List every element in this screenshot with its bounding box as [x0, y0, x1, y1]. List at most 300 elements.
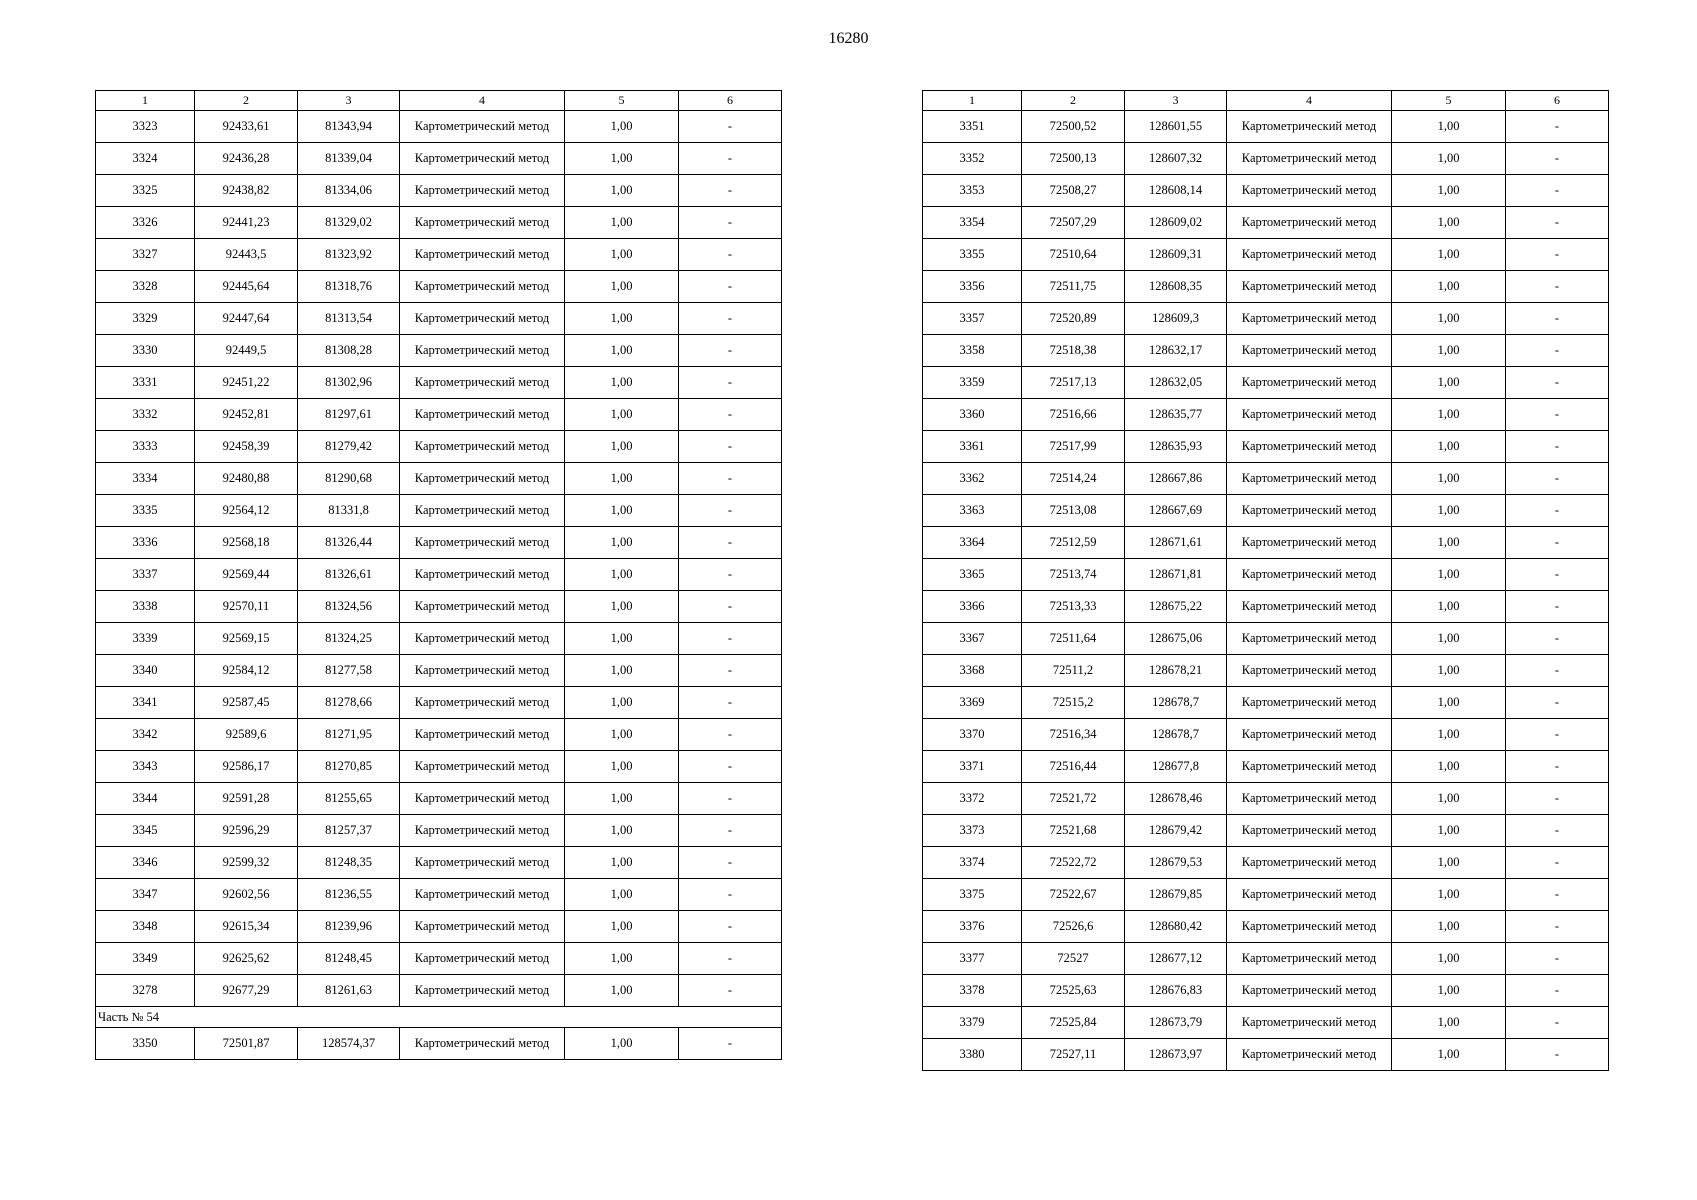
table-row: [923, 335, 1609, 367]
accuracy-cell: 1,00: [565, 559, 679, 591]
method-cell: Картометрический метод: [400, 591, 565, 623]
table-row: [923, 463, 1609, 495]
note-cell: -: [679, 175, 782, 207]
point-number-cell: 3349: [96, 943, 195, 975]
table-row: [923, 367, 1609, 399]
note-cell: -: [1506, 751, 1609, 783]
table-row: [96, 335, 782, 367]
note-cell: -: [679, 1028, 782, 1060]
accuracy-cell: 1,00: [1392, 143, 1506, 175]
point-number-cell: 3335: [96, 495, 195, 527]
table-row: [923, 1007, 1609, 1039]
method-cell: Картометрический метод: [1227, 879, 1392, 911]
note-cell: -: [1506, 303, 1609, 335]
accuracy-cell: 1,00: [1392, 623, 1506, 655]
accuracy-cell: 1,00: [1392, 1007, 1506, 1039]
x-coordinate-cell: 72520,89: [1022, 303, 1125, 335]
point-number-cell: 3354: [923, 207, 1022, 239]
point-number-cell: 3377: [923, 943, 1022, 975]
point-number-cell: 3370: [923, 719, 1022, 751]
x-coordinate-cell: 92587,45: [195, 687, 298, 719]
point-number-cell: 3345: [96, 815, 195, 847]
point-number-cell: 3375: [923, 879, 1022, 911]
table-row: [96, 367, 782, 399]
note-cell: -: [679, 143, 782, 175]
y-coordinate-cell: 81236,55: [298, 879, 400, 911]
y-coordinate-cell: 128678,21: [1125, 655, 1227, 687]
column-header: 4: [1227, 91, 1392, 111]
note-cell: -: [1506, 239, 1609, 271]
y-coordinate-cell: 81318,76: [298, 271, 400, 303]
method-cell: Картометрический метод: [1227, 527, 1392, 559]
point-number-cell: 3350: [96, 1028, 195, 1060]
y-coordinate-cell: 128679,85: [1125, 879, 1227, 911]
table-row: [923, 207, 1609, 239]
accuracy-cell: 1,00: [1392, 495, 1506, 527]
note-cell: -: [679, 303, 782, 335]
y-coordinate-cell: 81270,85: [298, 751, 400, 783]
table-row: [96, 943, 782, 975]
note-cell: -: [1506, 783, 1609, 815]
accuracy-cell: 1,00: [1392, 719, 1506, 751]
x-coordinate-cell: 72517,13: [1022, 367, 1125, 399]
note-cell: -: [679, 495, 782, 527]
point-number-cell: 3378: [923, 975, 1022, 1007]
x-coordinate-cell: 92589,6: [195, 719, 298, 751]
accuracy-cell: 1,00: [565, 239, 679, 271]
x-coordinate-cell: 72513,08: [1022, 495, 1125, 527]
accuracy-cell: 1,00: [565, 655, 679, 687]
y-coordinate-cell: 81324,25: [298, 623, 400, 655]
accuracy-cell: 1,00: [1392, 591, 1506, 623]
y-coordinate-cell: 128671,81: [1125, 559, 1227, 591]
x-coordinate-cell: 92449,5: [195, 335, 298, 367]
point-number-cell: 3331: [96, 367, 195, 399]
y-coordinate-cell: 128673,97: [1125, 1039, 1227, 1071]
x-coordinate-cell: 72513,33: [1022, 591, 1125, 623]
method-cell: Картометрический метод: [400, 143, 565, 175]
method-cell: Картометрический метод: [1227, 943, 1392, 975]
method-cell: Картометрический метод: [400, 367, 565, 399]
note-cell: -: [1506, 623, 1609, 655]
note-cell: -: [679, 335, 782, 367]
note-cell: -: [1506, 463, 1609, 495]
note-cell: -: [1506, 943, 1609, 975]
accuracy-cell: 1,00: [565, 975, 679, 1007]
note-cell: -: [1506, 655, 1609, 687]
table-row: [96, 815, 782, 847]
method-cell: Картометрический метод: [400, 815, 565, 847]
table-row: [96, 655, 782, 687]
method-cell: Картометрический метод: [400, 559, 565, 591]
accuracy-cell: 1,00: [1392, 847, 1506, 879]
accuracy-cell: 1,00: [1392, 559, 1506, 591]
x-coordinate-cell: 92436,28: [195, 143, 298, 175]
point-number-cell: 3366: [923, 591, 1022, 623]
method-cell: Картометрический метод: [1227, 207, 1392, 239]
table-row: [96, 143, 782, 175]
y-coordinate-cell: 81343,94: [298, 111, 400, 143]
method-cell: Картометрический метод: [400, 655, 565, 687]
method-cell: Картометрический метод: [1227, 303, 1392, 335]
point-number-cell: 3351: [923, 111, 1022, 143]
method-cell: Картометрический метод: [400, 879, 565, 911]
method-cell: Картометрический метод: [1227, 239, 1392, 271]
y-coordinate-cell: 81326,61: [298, 559, 400, 591]
method-cell: Картометрический метод: [1227, 111, 1392, 143]
note-cell: -: [1506, 879, 1609, 911]
y-coordinate-cell: 128574,37: [298, 1028, 400, 1060]
y-coordinate-cell: 128678,46: [1125, 783, 1227, 815]
table-row: [96, 303, 782, 335]
y-coordinate-cell: 128609,3: [1125, 303, 1227, 335]
table-row: [923, 495, 1609, 527]
accuracy-cell: 1,00: [565, 367, 679, 399]
coordinates-table-left: [95, 90, 782, 1060]
y-coordinate-cell: 128601,55: [1125, 111, 1227, 143]
column-header: 3: [298, 91, 400, 111]
method-cell: Картометрический метод: [1227, 175, 1392, 207]
accuracy-cell: 1,00: [565, 879, 679, 911]
x-coordinate-cell: 92443,5: [195, 239, 298, 271]
x-coordinate-cell: 92458,39: [195, 431, 298, 463]
note-cell: -: [1506, 687, 1609, 719]
y-coordinate-cell: 81302,96: [298, 367, 400, 399]
point-number-cell: 3373: [923, 815, 1022, 847]
point-number-cell: 3360: [923, 399, 1022, 431]
accuracy-cell: 1,00: [565, 1028, 679, 1060]
x-coordinate-cell: 92433,61: [195, 111, 298, 143]
point-number-cell: 3330: [96, 335, 195, 367]
note-cell: -: [679, 911, 782, 943]
method-cell: Картометрический метод: [400, 207, 565, 239]
y-coordinate-cell: 81277,58: [298, 655, 400, 687]
method-cell: Картометрический метод: [400, 175, 565, 207]
method-cell: Картометрический метод: [400, 399, 565, 431]
table-row: [923, 943, 1609, 975]
column-header: 1: [923, 91, 1022, 111]
column-header: 5: [565, 91, 679, 111]
x-coordinate-cell: 92441,23: [195, 207, 298, 239]
table-row: [923, 591, 1609, 623]
y-coordinate-cell: 128607,32: [1125, 143, 1227, 175]
note-cell: -: [1506, 143, 1609, 175]
y-coordinate-cell: 128609,02: [1125, 207, 1227, 239]
y-coordinate-cell: 128673,79: [1125, 1007, 1227, 1039]
point-number-cell: 3358: [923, 335, 1022, 367]
accuracy-cell: 1,00: [1392, 111, 1506, 143]
x-coordinate-cell: 72511,64: [1022, 623, 1125, 655]
note-cell: -: [679, 239, 782, 271]
table-row: [96, 751, 782, 783]
y-coordinate-cell: 128675,22: [1125, 591, 1227, 623]
point-number-cell: 3363: [923, 495, 1022, 527]
x-coordinate-cell: 92625,62: [195, 943, 298, 975]
point-number-cell: 3332: [96, 399, 195, 431]
note-cell: -: [1506, 527, 1609, 559]
note-cell: -: [1506, 1039, 1609, 1071]
point-number-cell: 3342: [96, 719, 195, 751]
table-row: [923, 751, 1609, 783]
note-cell: -: [1506, 1007, 1609, 1039]
y-coordinate-cell: 128667,86: [1125, 463, 1227, 495]
y-coordinate-cell: 128678,7: [1125, 719, 1227, 751]
x-coordinate-cell: 72526,6: [1022, 911, 1125, 943]
accuracy-cell: 1,00: [1392, 527, 1506, 559]
x-coordinate-cell: 92602,56: [195, 879, 298, 911]
point-number-cell: 3362: [923, 463, 1022, 495]
table-row: [923, 303, 1609, 335]
point-number-cell: 3325: [96, 175, 195, 207]
x-coordinate-cell: 72511,2: [1022, 655, 1125, 687]
method-cell: Картометрический метод: [1227, 719, 1392, 751]
point-number-cell: 3328: [96, 271, 195, 303]
x-coordinate-cell: 92452,81: [195, 399, 298, 431]
accuracy-cell: 1,00: [565, 687, 679, 719]
method-cell: Картометрический метод: [400, 783, 565, 815]
y-coordinate-cell: 81324,56: [298, 591, 400, 623]
table-row: [923, 911, 1609, 943]
point-number-cell: 3374: [923, 847, 1022, 879]
note-cell: -: [679, 399, 782, 431]
accuracy-cell: 1,00: [1392, 975, 1506, 1007]
x-coordinate-cell: 92445,64: [195, 271, 298, 303]
x-coordinate-cell: 92564,12: [195, 495, 298, 527]
y-coordinate-cell: 128680,42: [1125, 911, 1227, 943]
method-cell: Картометрический метод: [1227, 367, 1392, 399]
table-row: [96, 431, 782, 463]
note-cell: -: [679, 623, 782, 655]
table-row: [96, 495, 782, 527]
column-header: 5: [1392, 91, 1506, 111]
note-cell: -: [1506, 431, 1609, 463]
point-number-cell: 3352: [923, 143, 1022, 175]
x-coordinate-cell: 72521,68: [1022, 815, 1125, 847]
note-cell: -: [679, 975, 782, 1007]
note-cell: -: [1506, 495, 1609, 527]
y-coordinate-cell: 128679,42: [1125, 815, 1227, 847]
note-cell: -: [1506, 719, 1609, 751]
x-coordinate-cell: 72507,29: [1022, 207, 1125, 239]
method-cell: Картометрический метод: [400, 847, 565, 879]
point-number-cell: 3368: [923, 655, 1022, 687]
point-number-cell: 3333: [96, 431, 195, 463]
accuracy-cell: 1,00: [565, 591, 679, 623]
table-row: [96, 1028, 782, 1060]
accuracy-cell: 1,00: [565, 143, 679, 175]
method-cell: Картометрический метод: [400, 463, 565, 495]
point-number-cell: 3380: [923, 1039, 1022, 1071]
accuracy-cell: 1,00: [565, 815, 679, 847]
y-coordinate-cell: 81248,45: [298, 943, 400, 975]
point-number-cell: 3344: [96, 783, 195, 815]
table-row: [96, 399, 782, 431]
table-row: [96, 271, 782, 303]
x-coordinate-cell: 72514,24: [1022, 463, 1125, 495]
x-coordinate-cell: 72516,66: [1022, 399, 1125, 431]
y-coordinate-cell: 81339,04: [298, 143, 400, 175]
note-cell: -: [679, 271, 782, 303]
accuracy-cell: 1,00: [1392, 911, 1506, 943]
point-number-cell: 3369: [923, 687, 1022, 719]
method-cell: Картометрический метод: [400, 271, 565, 303]
y-coordinate-cell: 128676,83: [1125, 975, 1227, 1007]
point-number-cell: 3361: [923, 431, 1022, 463]
y-coordinate-cell: 81271,95: [298, 719, 400, 751]
x-coordinate-cell: 72521,72: [1022, 783, 1125, 815]
x-coordinate-cell: 72525,84: [1022, 1007, 1125, 1039]
note-cell: -: [679, 463, 782, 495]
point-number-cell: 3343: [96, 751, 195, 783]
note-cell: -: [679, 719, 782, 751]
method-cell: Картометрический метод: [400, 975, 565, 1007]
method-cell: Картометрический метод: [1227, 1039, 1392, 1071]
method-cell: Картометрический метод: [1227, 591, 1392, 623]
method-cell: Картометрический метод: [1227, 559, 1392, 591]
table-row: [96, 111, 782, 143]
table-row: [96, 527, 782, 559]
method-cell: Картометрический метод: [1227, 911, 1392, 943]
x-coordinate-cell: 92570,11: [195, 591, 298, 623]
table-row: [923, 271, 1609, 303]
x-coordinate-cell: 92584,12: [195, 655, 298, 687]
table-row: [96, 847, 782, 879]
method-cell: Картометрический метод: [1227, 143, 1392, 175]
accuracy-cell: 1,00: [1392, 335, 1506, 367]
note-cell: -: [1506, 815, 1609, 847]
x-coordinate-cell: 72510,64: [1022, 239, 1125, 271]
note-cell: -: [1506, 911, 1609, 943]
point-number-cell: 3371: [923, 751, 1022, 783]
table-row: [923, 623, 1609, 655]
x-coordinate-cell: 92677,29: [195, 975, 298, 1007]
method-cell: Картометрический метод: [400, 239, 565, 271]
method-cell: Картометрический метод: [400, 527, 565, 559]
point-number-cell: 3372: [923, 783, 1022, 815]
y-coordinate-cell: 81278,66: [298, 687, 400, 719]
y-coordinate-cell: 81248,35: [298, 847, 400, 879]
x-coordinate-cell: 72527,11: [1022, 1039, 1125, 1071]
y-coordinate-cell: 128671,61: [1125, 527, 1227, 559]
accuracy-cell: 1,00: [565, 911, 679, 943]
accuracy-cell: 1,00: [565, 207, 679, 239]
method-cell: Картометрический метод: [400, 111, 565, 143]
note-cell: -: [1506, 335, 1609, 367]
x-coordinate-cell: 92591,28: [195, 783, 298, 815]
method-cell: Картометрический метод: [1227, 847, 1392, 879]
accuracy-cell: 1,00: [565, 847, 679, 879]
point-number-cell: 3329: [96, 303, 195, 335]
table-row: [96, 239, 782, 271]
x-coordinate-cell: 92451,22: [195, 367, 298, 399]
method-cell: Картометрический метод: [400, 431, 565, 463]
method-cell: Картометрический метод: [400, 911, 565, 943]
method-cell: Картометрический метод: [1227, 655, 1392, 687]
y-coordinate-cell: 81290,68: [298, 463, 400, 495]
accuracy-cell: 1,00: [1392, 207, 1506, 239]
method-cell: Картометрический метод: [1227, 623, 1392, 655]
note-cell: -: [1506, 367, 1609, 399]
note-cell: -: [679, 367, 782, 399]
y-coordinate-cell: 81257,37: [298, 815, 400, 847]
table-row: [923, 975, 1609, 1007]
note-cell: -: [1506, 175, 1609, 207]
point-number-cell: 3327: [96, 239, 195, 271]
column-header: 6: [679, 91, 782, 111]
table-row: [96, 687, 782, 719]
accuracy-cell: 1,00: [1392, 655, 1506, 687]
method-cell: Картометрический метод: [400, 751, 565, 783]
table-header-row: [923, 91, 1609, 111]
x-coordinate-cell: 72501,87: [195, 1028, 298, 1060]
note-cell: -: [1506, 559, 1609, 591]
y-coordinate-cell: 81331,8: [298, 495, 400, 527]
y-coordinate-cell: 128608,14: [1125, 175, 1227, 207]
y-coordinate-cell: 81323,92: [298, 239, 400, 271]
x-coordinate-cell: 72522,72: [1022, 847, 1125, 879]
accuracy-cell: 1,00: [1392, 783, 1506, 815]
table-row: [923, 847, 1609, 879]
x-coordinate-cell: 72516,44: [1022, 751, 1125, 783]
x-coordinate-cell: 72500,52: [1022, 111, 1125, 143]
table-row: [923, 239, 1609, 271]
note-cell: -: [1506, 847, 1609, 879]
accuracy-cell: 1,00: [565, 463, 679, 495]
point-number-cell: 3347: [96, 879, 195, 911]
accuracy-cell: 1,00: [1392, 463, 1506, 495]
note-cell: -: [679, 847, 782, 879]
x-coordinate-cell: 72527: [1022, 943, 1125, 975]
table-row: [923, 783, 1609, 815]
y-coordinate-cell: 128608,35: [1125, 271, 1227, 303]
accuracy-cell: 1,00: [1392, 687, 1506, 719]
note-cell: -: [679, 591, 782, 623]
point-number-cell: 3334: [96, 463, 195, 495]
note-cell: -: [1506, 207, 1609, 239]
note-cell: -: [679, 879, 782, 911]
method-cell: Картометрический метод: [1227, 815, 1392, 847]
x-coordinate-cell: 72500,13: [1022, 143, 1125, 175]
column-header: 2: [1022, 91, 1125, 111]
y-coordinate-cell: 81329,02: [298, 207, 400, 239]
accuracy-cell: 1,00: [565, 527, 679, 559]
x-coordinate-cell: 92596,29: [195, 815, 298, 847]
accuracy-cell: 1,00: [1392, 815, 1506, 847]
x-coordinate-cell: 72511,75: [1022, 271, 1125, 303]
method-cell: Картометрический метод: [1227, 783, 1392, 815]
accuracy-cell: 1,00: [1392, 431, 1506, 463]
x-coordinate-cell: 92438,82: [195, 175, 298, 207]
point-number-cell: 3338: [96, 591, 195, 623]
accuracy-cell: 1,00: [565, 783, 679, 815]
method-cell: Картометрический метод: [400, 303, 565, 335]
accuracy-cell: 1,00: [565, 719, 679, 751]
column-header: 3: [1125, 91, 1227, 111]
table-row: [96, 463, 782, 495]
y-coordinate-cell: 81334,06: [298, 175, 400, 207]
note-cell: -: [679, 655, 782, 687]
accuracy-cell: 1,00: [1392, 751, 1506, 783]
accuracy-cell: 1,00: [565, 111, 679, 143]
note-cell: -: [679, 751, 782, 783]
accuracy-cell: 1,00: [1392, 943, 1506, 975]
table-row: [96, 911, 782, 943]
part-label: Часть № 54: [96, 1007, 782, 1028]
accuracy-cell: 1,00: [565, 303, 679, 335]
y-coordinate-cell: 81255,65: [298, 783, 400, 815]
method-cell: Картометрический метод: [400, 623, 565, 655]
method-cell: Картометрический метод: [1227, 495, 1392, 527]
